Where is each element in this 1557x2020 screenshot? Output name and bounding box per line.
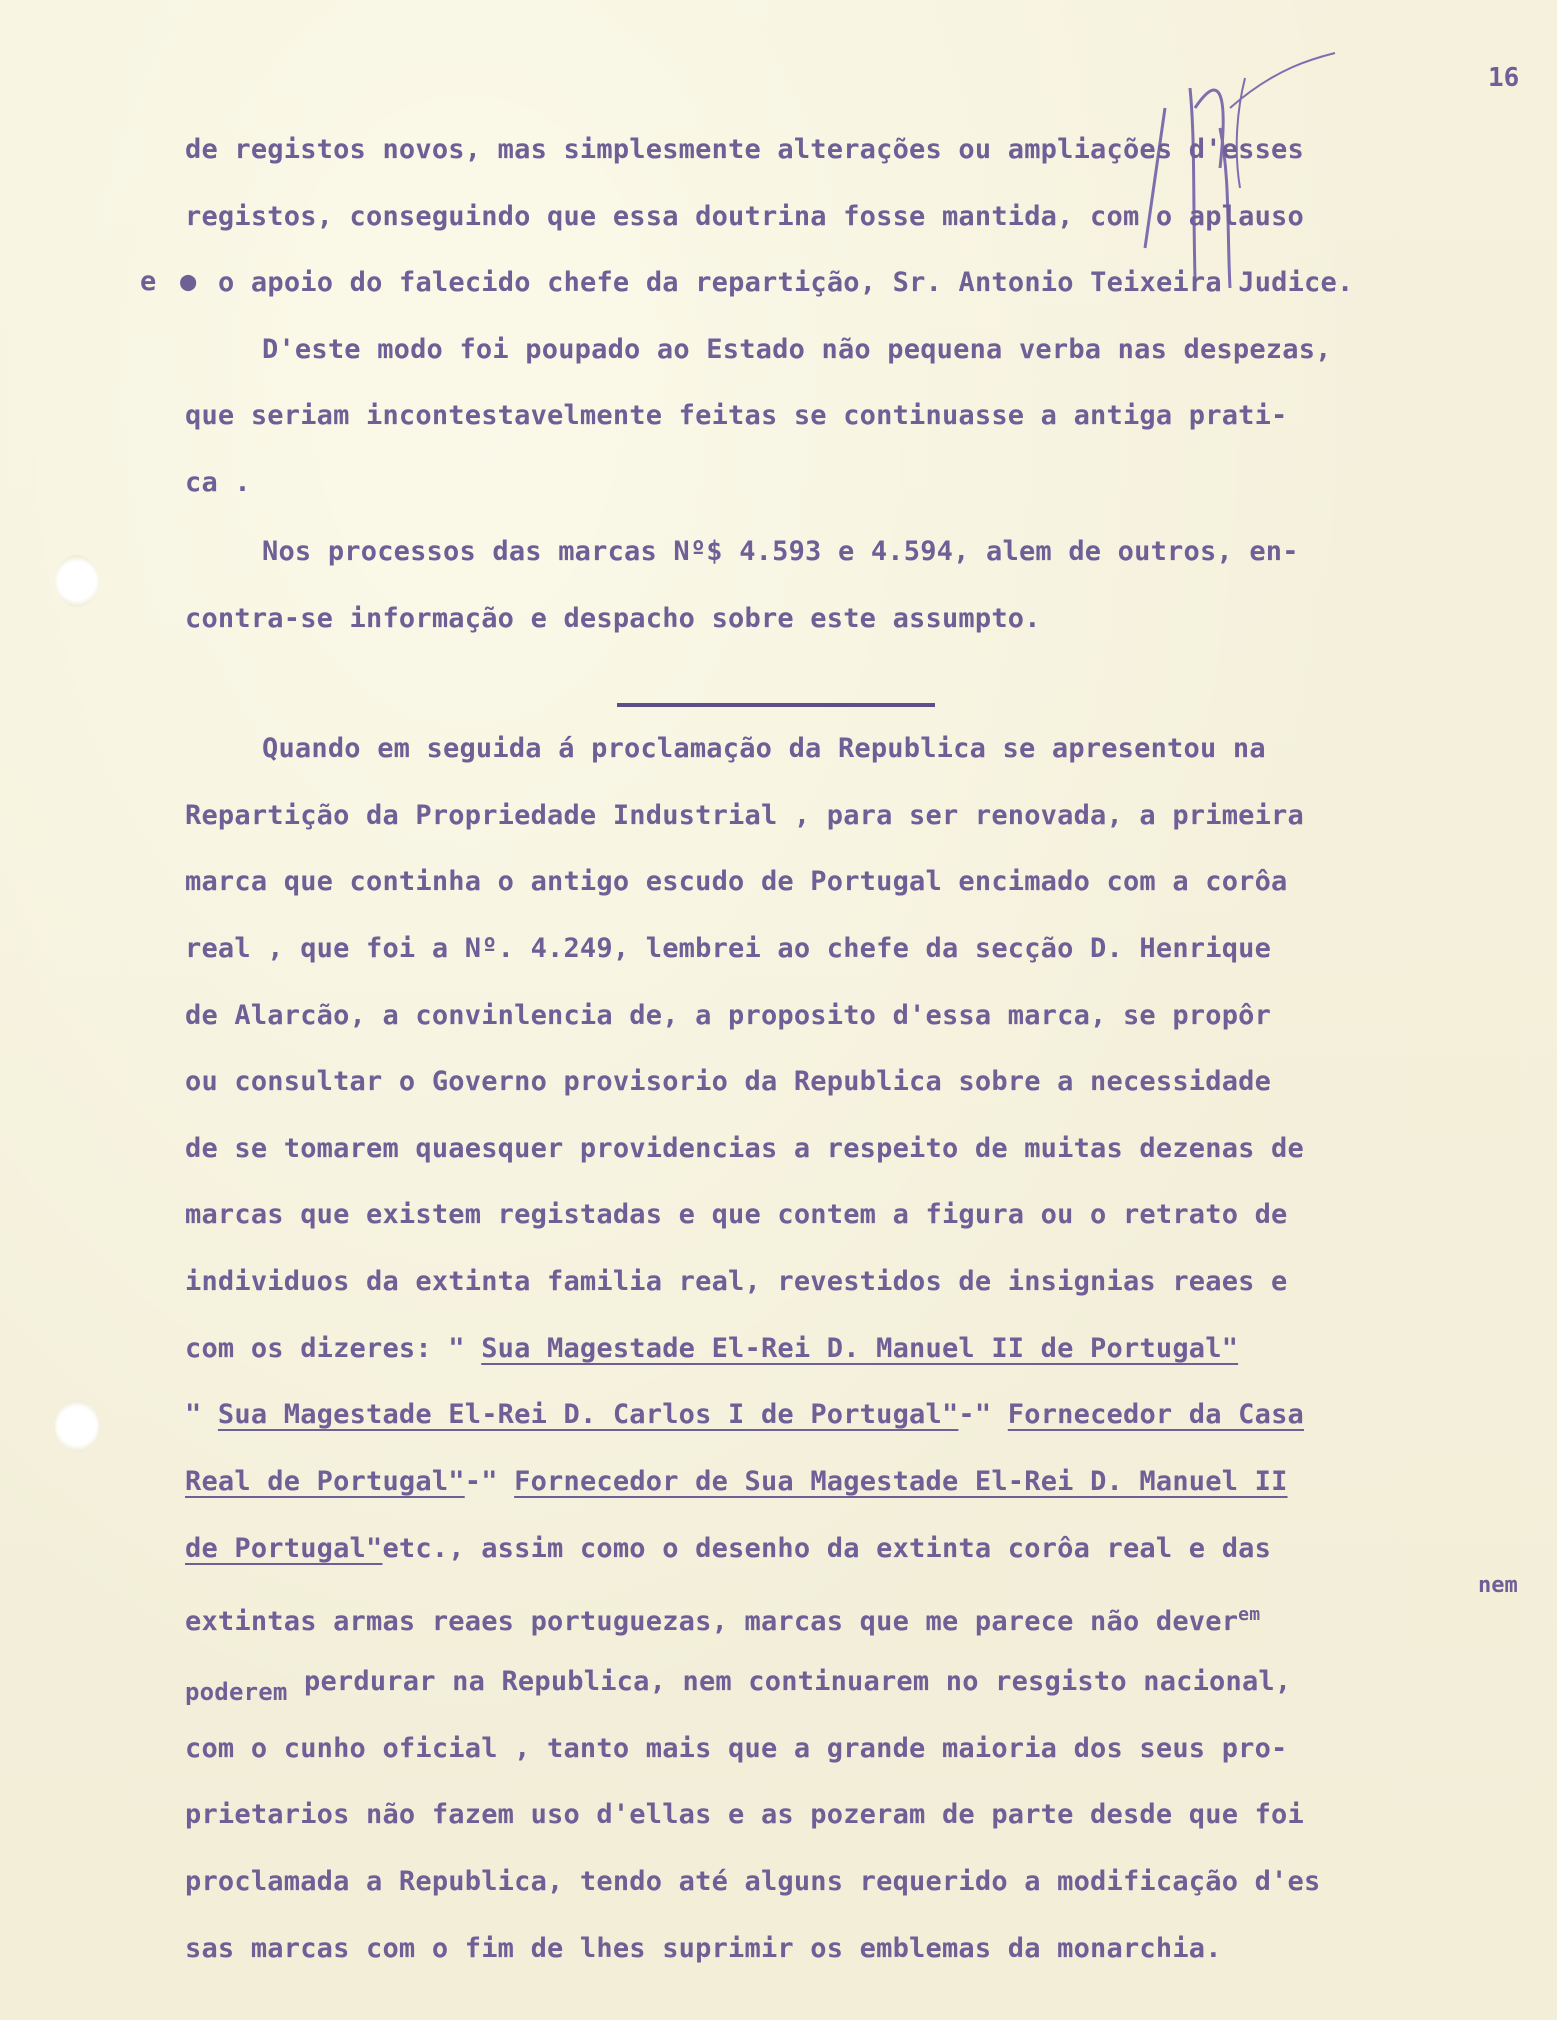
underlined-quote: Sua Magestade El-Rei D. Manuel II de Portugal" (481, 1333, 1239, 1364)
underlined-quote: Sua Magestade El-Rei D. Carlos I de Portugal" (217, 1399, 959, 1430)
punch-hole-bottom (55, 1400, 99, 1452)
text-line: de Alarcão, a convinlencia de, a proposito d'essa marca, se propôr (185, 1000, 1272, 1031)
text-line: real , que foi a Nº. 4.249, lembrei ao chefe da secção D. Henrique (185, 933, 1272, 964)
text-line: proclamada a Republica, tendo até alguns requerido a modificação d'es (185, 1866, 1321, 1897)
text-segment: etc., assim como o desenho da extinta corôa real e das (382, 1533, 1272, 1564)
text-line: ca . (185, 467, 251, 498)
text-segment: -" (958, 1399, 1008, 1430)
text-line (185, 1598, 1260, 1639)
text-line: com o cunho oficial , tanto mais que a grande maioria dos seus pro- (185, 1733, 1288, 1764)
underlined-quote: Fornecedor de Sua Magestade El-Rei D. Manuel II (514, 1466, 1288, 1497)
text-line (185, 1532, 1271, 1566)
text-line: registos, conseguindo que essa doutrina fosse mantida, com o aplauso (185, 201, 1304, 232)
text-line: marcas que existem registadas e que contem a figura ou o retrato de (185, 1199, 1288, 1230)
text-segment: -" (464, 1466, 515, 1497)
margin-bullet: ● (180, 266, 197, 297)
text-line: contra-se informação e despacho sobre este assumpto. (185, 603, 1041, 634)
text-line: o apoio do falecido chefe da repartição, Sr. Antonio Teixeira Judice. (218, 267, 1354, 298)
underlined-quote: Fornecedor da Casa (1007, 1399, 1304, 1430)
text-line: Nos processos das marcas Nº$ 4.593 e 4.594, alem de outros, en- (262, 536, 1299, 567)
text-line: D'este modo foi poupado ao Estado não pequena verba nas despezas, (262, 334, 1332, 365)
text-line: que seriam incontestavelmente feitas se continuasse a antiga prati- (185, 400, 1288, 431)
text-segment: " (185, 1399, 218, 1430)
handwritten-insertion: nem (1478, 1573, 1518, 1598)
text-line: de se tomarem quaesquer providencias a respeito de muitas dezenas de (185, 1133, 1304, 1164)
underlined-quote: Real de Portugal" (185, 1466, 465, 1497)
text-line: individuos da extinta familia real, revestidos de insignias reaes e (185, 1266, 1288, 1297)
section-divider (617, 703, 935, 707)
text-line (185, 1332, 1238, 1366)
text-line: Quando em seguida á proclamação da Republica se apresentou na (262, 733, 1266, 764)
text-line (185, 1398, 1304, 1432)
text-line: marca que continha o antigo escudo de Portugal encimado com a corôa (185, 866, 1288, 897)
margin-mark: e (140, 266, 157, 297)
text-line: sas marcas com o fim de lhes suprimir os emblemas da monarchia. (185, 1933, 1222, 1964)
punch-hole-top (55, 555, 99, 607)
text-segment: extintas armas reaes portuguezas, marcas que me parece não dever (185, 1606, 1239, 1637)
text-line: ou consultar o Governo provisorio da Republica sobre a necessidade (185, 1066, 1272, 1097)
underlined-quote: de Portugal" (185, 1533, 383, 1564)
text-line: prietarios não fazem uso d'ellas e as pozeram de parte desde que foi (185, 1799, 1304, 1830)
text-segment: com os dizeres: " (185, 1333, 482, 1364)
text-segment: poderem (185, 1678, 288, 1706)
text-segment: em (1238, 1604, 1261, 1625)
text-line: de registos novos, mas simplesmente alterações ou ampliações d'esses (185, 134, 1304, 165)
text-line (185, 1665, 1292, 1706)
page-number: 16 (1488, 63, 1520, 93)
text-line (185, 1465, 1288, 1499)
text-segment: perdurar na Republica, nem continuarem no resgisto nacional, (304, 1666, 1292, 1697)
text-line: Repartição da Propriedade Industrial , para ser renovada, a primeira (185, 800, 1304, 831)
